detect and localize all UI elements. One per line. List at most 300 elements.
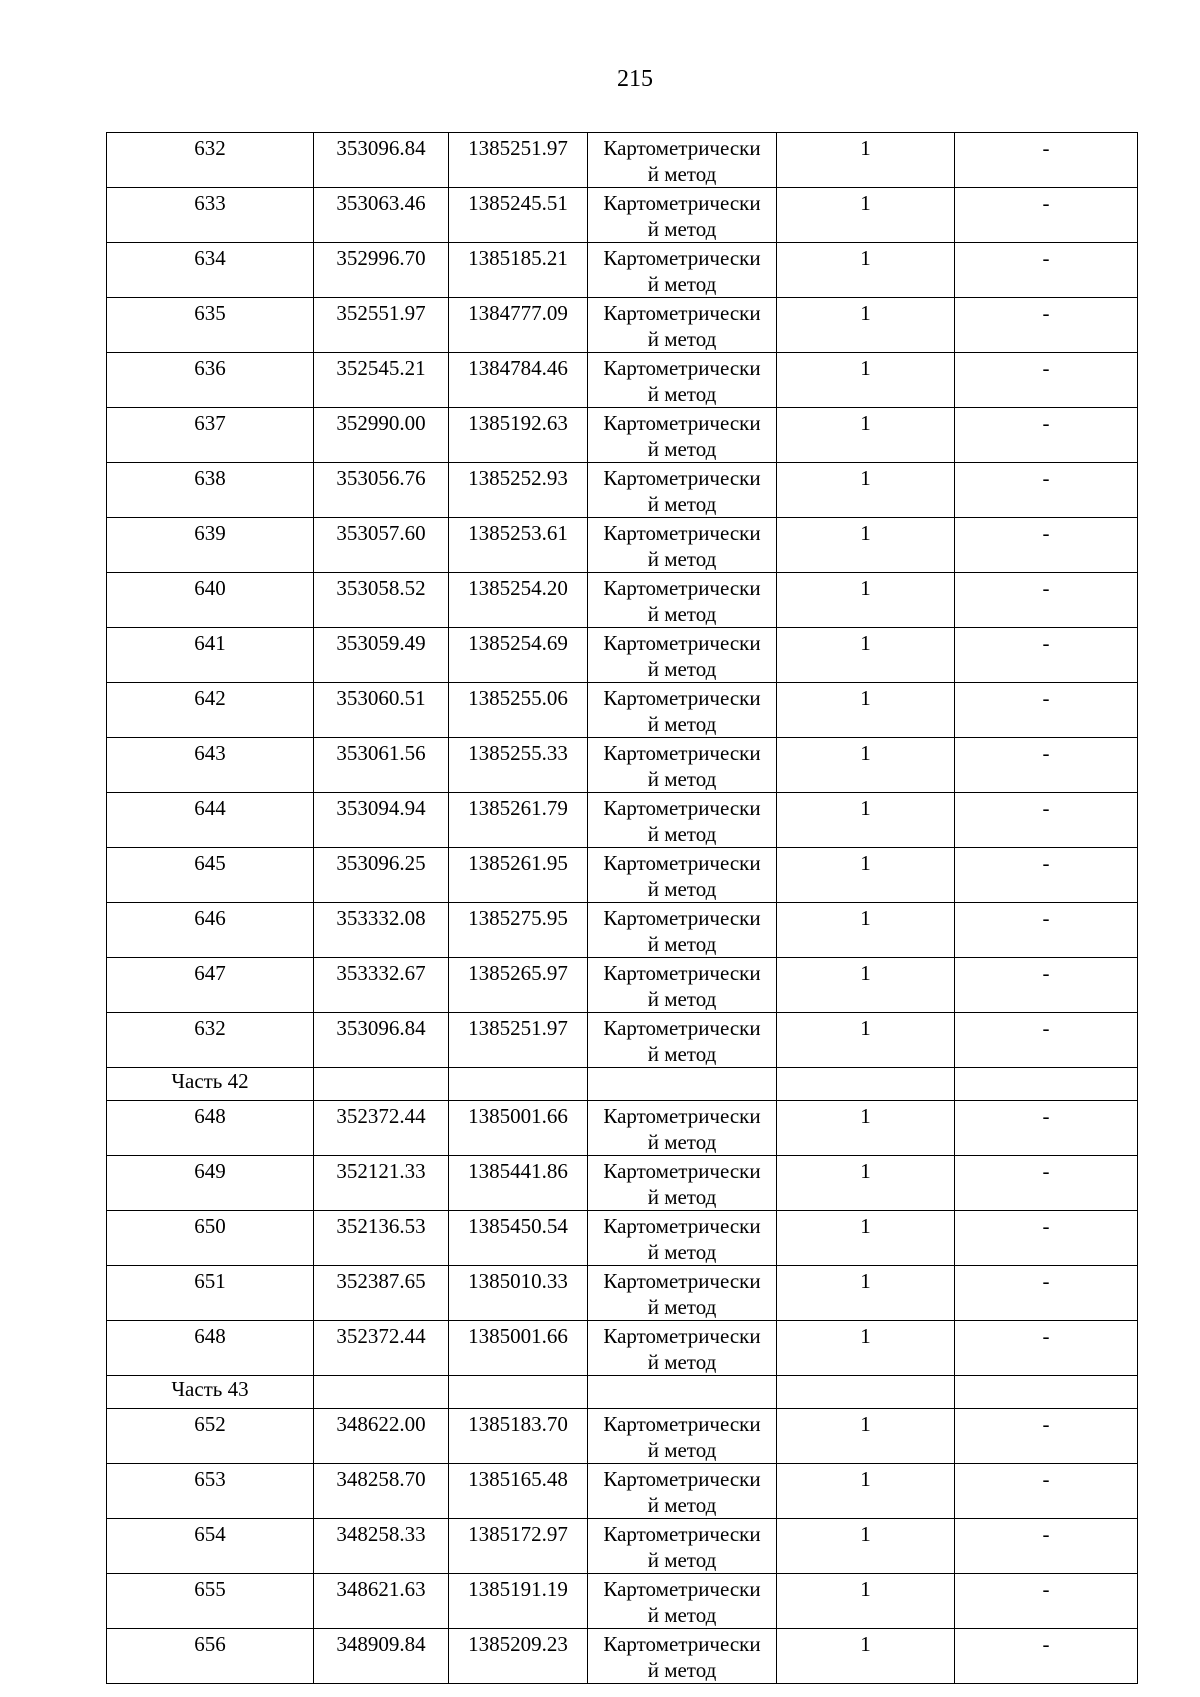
- y-coordinate-cell-text: 1384784.46: [468, 356, 568, 380]
- x-coordinate-cell-text: 353063.46: [336, 191, 426, 215]
- accuracy-cell: [777, 1013, 955, 1068]
- accuracy-cell-text: 1: [860, 301, 871, 325]
- y-coordinate-cell-text: 1385010.33: [468, 1269, 568, 1293]
- table-row: [107, 793, 1138, 848]
- method-cell-text: Картометрически й метод: [603, 851, 761, 901]
- x-coordinate-cell-text: 352990.00: [336, 411, 426, 435]
- note-cell: [955, 1519, 1138, 1574]
- point-number-cell-text: 634: [194, 246, 226, 270]
- method-cell: [588, 573, 777, 628]
- table-row: [107, 738, 1138, 793]
- x-coordinate-cell: [314, 463, 449, 518]
- y-coordinate-cell-text: 1385254.20: [468, 576, 568, 600]
- method-cell: [588, 958, 777, 1013]
- point-number-cell-text: 637: [194, 411, 226, 435]
- accuracy-cell-text: 1: [860, 1104, 871, 1128]
- x-coordinate-cell-text: 352121.33: [336, 1159, 426, 1183]
- y-coordinate-cell: [449, 1013, 588, 1068]
- note-cell-text: -: [1042, 136, 1050, 160]
- note-cell: [955, 628, 1138, 683]
- note-cell-text: -: [1042, 356, 1050, 380]
- accuracy-cell-text: 1: [860, 796, 871, 820]
- empty-cell: [955, 1068, 1138, 1101]
- x-coordinate-cell: [314, 848, 449, 903]
- point-number-cell-text: 636: [194, 356, 226, 380]
- accuracy-cell-text: 1: [860, 631, 871, 655]
- accuracy-cell-text: 1: [860, 1632, 871, 1656]
- x-coordinate-cell-text: 353060.51: [336, 686, 426, 710]
- y-coordinate-cell: [449, 1574, 588, 1629]
- empty-cell: [314, 1068, 449, 1101]
- note-cell-text: -: [1042, 576, 1050, 600]
- x-coordinate-cell-text: 348909.84: [336, 1632, 426, 1656]
- x-coordinate-cell: [314, 1321, 449, 1376]
- table-row: [107, 1266, 1138, 1321]
- y-coordinate-cell-text: 1385252.93: [468, 466, 568, 490]
- accuracy-cell-text: 1: [860, 521, 871, 545]
- method-cell-text: Картометрически й метод: [603, 411, 761, 461]
- method-cell: [588, 1574, 777, 1629]
- method-cell: [588, 353, 777, 408]
- point-number-cell: [107, 958, 314, 1013]
- table-row: [107, 848, 1138, 903]
- accuracy-cell: [777, 1211, 955, 1266]
- point-number-cell-text: 635: [194, 301, 226, 325]
- method-cell: [588, 738, 777, 793]
- note-cell: [955, 1101, 1138, 1156]
- y-coordinate-cell: [449, 848, 588, 903]
- y-coordinate-cell-text: 1385441.86: [468, 1159, 568, 1183]
- y-coordinate-cell: [449, 243, 588, 298]
- x-coordinate-cell-text: 353059.49: [336, 631, 426, 655]
- x-coordinate-cell-text: 348622.00: [336, 1412, 426, 1436]
- x-coordinate-cell-text: 352551.97: [336, 301, 426, 325]
- x-coordinate-cell: [314, 1156, 449, 1211]
- method-cell-text: Картометрически й метод: [603, 136, 761, 186]
- table-row: [107, 1519, 1138, 1574]
- method-cell-text: Картометрически й метод: [603, 521, 761, 571]
- accuracy-cell: [777, 628, 955, 683]
- y-coordinate-cell: [449, 738, 588, 793]
- y-coordinate-cell-text: 1385183.70: [468, 1412, 568, 1436]
- x-coordinate-cell: [314, 793, 449, 848]
- y-coordinate-cell: [449, 133, 588, 188]
- point-number-cell: [107, 518, 314, 573]
- y-coordinate-cell: [449, 408, 588, 463]
- note-cell-text: -: [1042, 741, 1050, 765]
- accuracy-cell-text: 1: [860, 356, 871, 380]
- y-coordinate-cell: [449, 1464, 588, 1519]
- y-coordinate-cell-text: 1385275.95: [468, 906, 568, 930]
- point-number-cell: [107, 1101, 314, 1156]
- accuracy-cell: [777, 1519, 955, 1574]
- accuracy-cell: [777, 793, 955, 848]
- y-coordinate-cell-text: 1385254.69: [468, 631, 568, 655]
- method-cell-text: Картометрически й метод: [603, 906, 761, 956]
- note-cell: [955, 1574, 1138, 1629]
- y-coordinate-cell: [449, 188, 588, 243]
- point-number-cell-text: 632: [194, 136, 226, 160]
- method-cell-text: Картометрически й метод: [603, 301, 761, 351]
- method-cell-text: Картометрически й метод: [603, 1104, 761, 1154]
- table-row: [107, 1013, 1138, 1068]
- table-row: [107, 1211, 1138, 1266]
- x-coordinate-cell-text: 353056.76: [336, 466, 426, 490]
- note-cell: [955, 188, 1138, 243]
- y-coordinate-cell-text: 1385001.66: [468, 1324, 568, 1348]
- part-label: Часть 42: [107, 1068, 314, 1101]
- accuracy-cell: [777, 1574, 955, 1629]
- accuracy-cell-text: 1: [860, 686, 871, 710]
- y-coordinate-cell-text: 1385261.79: [468, 796, 568, 820]
- accuracy-cell-text: 1: [860, 246, 871, 270]
- x-coordinate-cell: [314, 573, 449, 628]
- x-coordinate-cell-text: 348258.70: [336, 1467, 426, 1491]
- accuracy-cell: [777, 463, 955, 518]
- point-number-cell-text: 654: [194, 1522, 226, 1546]
- y-coordinate-cell-text: 1385253.61: [468, 521, 568, 545]
- x-coordinate-cell-text: 353057.60: [336, 521, 426, 545]
- accuracy-cell-text: 1: [860, 906, 871, 930]
- empty-cell: [449, 1376, 588, 1409]
- accuracy-cell-text: 1: [860, 741, 871, 765]
- point-number-cell: [107, 298, 314, 353]
- empty-cell: [314, 1376, 449, 1409]
- x-coordinate-cell: [314, 903, 449, 958]
- x-coordinate-cell: [314, 628, 449, 683]
- note-cell: [955, 848, 1138, 903]
- y-coordinate-cell: [449, 1211, 588, 1266]
- y-coordinate-cell: [449, 903, 588, 958]
- y-coordinate-cell-text: 1385261.95: [468, 851, 568, 875]
- y-coordinate-cell: [449, 1156, 588, 1211]
- point-number-cell-text: 648: [194, 1104, 226, 1128]
- point-number-cell-text: 648: [194, 1324, 226, 1348]
- method-cell: [588, 1321, 777, 1376]
- method-cell-text: Картометрически й метод: [603, 1412, 761, 1462]
- point-number-cell-text: 639: [194, 521, 226, 545]
- y-coordinate-cell-text: 1385265.97: [468, 961, 568, 985]
- note-cell-text: -: [1042, 961, 1050, 985]
- point-number-cell: [107, 133, 314, 188]
- accuracy-cell: [777, 1101, 955, 1156]
- accuracy-cell-text: 1: [860, 1269, 871, 1293]
- note-cell-text: -: [1042, 1324, 1050, 1348]
- table-row: [107, 1409, 1138, 1464]
- x-coordinate-cell: [314, 958, 449, 1013]
- note-cell: [955, 958, 1138, 1013]
- accuracy-cell-text: 1: [860, 1324, 871, 1348]
- x-coordinate-cell-text: 353096.84: [336, 136, 426, 160]
- method-cell: [588, 1464, 777, 1519]
- accuracy-cell-text: 1: [860, 411, 871, 435]
- note-cell: [955, 1266, 1138, 1321]
- x-coordinate-cell-text: 353096.84: [336, 1016, 426, 1040]
- accuracy-cell-text: 1: [860, 191, 871, 215]
- method-cell: [588, 463, 777, 518]
- x-coordinate-cell: [314, 738, 449, 793]
- note-cell-text: -: [1042, 191, 1050, 215]
- note-cell: [955, 518, 1138, 573]
- method-cell: [588, 243, 777, 298]
- note-cell: [955, 683, 1138, 738]
- note-cell: [955, 573, 1138, 628]
- y-coordinate-cell: [449, 573, 588, 628]
- x-coordinate-cell: [314, 298, 449, 353]
- accuracy-cell-text: 1: [860, 576, 871, 600]
- y-coordinate-cell: [449, 1519, 588, 1574]
- note-cell-text: -: [1042, 1104, 1050, 1128]
- accuracy-cell: [777, 298, 955, 353]
- y-coordinate-cell-text: 1385255.33: [468, 741, 568, 765]
- y-coordinate-cell: [449, 1321, 588, 1376]
- note-cell-text: -: [1042, 301, 1050, 325]
- method-cell-text: Картометрически й метод: [603, 741, 761, 791]
- part-label: Часть 43: [107, 1376, 314, 1409]
- note-cell-text: -: [1042, 1159, 1050, 1183]
- method-cell: [588, 683, 777, 738]
- point-number-cell-text: 649: [194, 1159, 226, 1183]
- accuracy-cell: [777, 518, 955, 573]
- accuracy-cell: [777, 1629, 955, 1684]
- x-coordinate-cell: [314, 1211, 449, 1266]
- empty-cell: [777, 1068, 955, 1101]
- method-cell-text: Картометрически й метод: [603, 631, 761, 681]
- point-number-cell: [107, 1409, 314, 1464]
- note-cell-text: -: [1042, 411, 1050, 435]
- note-cell-text: -: [1042, 796, 1050, 820]
- point-number-cell: [107, 903, 314, 958]
- x-coordinate-cell-text: 353332.08: [336, 906, 426, 930]
- accuracy-cell: [777, 353, 955, 408]
- method-cell: [588, 298, 777, 353]
- method-cell: [588, 1211, 777, 1266]
- point-number-cell-text: 632: [194, 1016, 226, 1040]
- method-cell: [588, 1156, 777, 1211]
- point-number-cell: [107, 793, 314, 848]
- method-cell-text: Картометрически й метод: [603, 191, 761, 241]
- x-coordinate-cell: [314, 133, 449, 188]
- point-number-cell-text: 646: [194, 906, 226, 930]
- y-coordinate-cell: [449, 1629, 588, 1684]
- point-number-cell: [107, 1266, 314, 1321]
- point-number-cell: [107, 1156, 314, 1211]
- point-number-cell: [107, 1211, 314, 1266]
- y-coordinate-cell: [449, 793, 588, 848]
- note-cell: [955, 353, 1138, 408]
- coordinates-table-body: [107, 133, 1138, 1684]
- note-cell-text: -: [1042, 1632, 1050, 1656]
- table-row: [107, 1156, 1138, 1211]
- note-cell-text: -: [1042, 1214, 1050, 1238]
- point-number-cell: [107, 408, 314, 463]
- table-row: [107, 1321, 1138, 1376]
- note-cell: [955, 133, 1138, 188]
- point-number-cell-text: 656: [194, 1632, 226, 1656]
- accuracy-cell-text: 1: [860, 136, 871, 160]
- x-coordinate-cell: [314, 188, 449, 243]
- note-cell-text: -: [1042, 1016, 1050, 1040]
- method-cell-text: Картометрически й метод: [603, 961, 761, 1011]
- table-row: [107, 188, 1138, 243]
- y-coordinate-cell-text: 1385209.23: [468, 1632, 568, 1656]
- y-coordinate-cell-text: 1385450.54: [468, 1214, 568, 1238]
- y-coordinate-cell: [449, 298, 588, 353]
- y-coordinate-cell-text: 1385245.51: [468, 191, 568, 215]
- point-number-cell: [107, 243, 314, 298]
- x-coordinate-cell-text: 352996.70: [336, 246, 426, 270]
- method-cell: [588, 1013, 777, 1068]
- y-coordinate-cell-text: 1385165.48: [468, 1467, 568, 1491]
- x-coordinate-cell: [314, 1013, 449, 1068]
- point-number-cell: [107, 1013, 314, 1068]
- note-cell: [955, 298, 1138, 353]
- point-number-cell-text: 643: [194, 741, 226, 765]
- method-cell-text: Картометрически й метод: [603, 1577, 761, 1627]
- point-number-cell-text: 641: [194, 631, 226, 655]
- y-coordinate-cell: [449, 683, 588, 738]
- x-coordinate-cell: [314, 353, 449, 408]
- point-number-cell-text: 642: [194, 686, 226, 710]
- accuracy-cell: [777, 683, 955, 738]
- x-coordinate-cell: [314, 1101, 449, 1156]
- method-cell: [588, 793, 777, 848]
- accuracy-cell-text: 1: [860, 1016, 871, 1040]
- part-header-row: [107, 1376, 1138, 1409]
- method-cell: [588, 518, 777, 573]
- accuracy-cell: [777, 1156, 955, 1211]
- method-cell-text: Картометрически й метод: [603, 1159, 761, 1209]
- accuracy-cell-text: 1: [860, 1214, 871, 1238]
- method-cell-text: Картометрически й метод: [603, 1016, 761, 1066]
- note-cell-text: -: [1042, 851, 1050, 875]
- empty-cell: [588, 1068, 777, 1101]
- accuracy-cell: [777, 738, 955, 793]
- table-row: [107, 683, 1138, 738]
- note-cell: [955, 1321, 1138, 1376]
- accuracy-cell: [777, 573, 955, 628]
- note-cell-text: -: [1042, 1577, 1050, 1601]
- note-cell: [955, 1629, 1138, 1684]
- table-row: [107, 133, 1138, 188]
- note-cell-text: -: [1042, 1269, 1050, 1293]
- note-cell: [955, 408, 1138, 463]
- y-coordinate-cell: [449, 1409, 588, 1464]
- table-row: [107, 958, 1138, 1013]
- note-cell-text: -: [1042, 466, 1050, 490]
- method-cell: [588, 903, 777, 958]
- note-cell-text: -: [1042, 246, 1050, 270]
- x-coordinate-cell-text: 348258.33: [336, 1522, 426, 1546]
- x-coordinate-cell-text: 352372.44: [336, 1104, 426, 1128]
- point-number-cell: [107, 628, 314, 683]
- table-row: [107, 1101, 1138, 1156]
- x-coordinate-cell-text: 352387.65: [336, 1269, 426, 1293]
- empty-cell: [955, 1376, 1138, 1409]
- method-cell-text: Картометрически й метод: [603, 576, 761, 626]
- method-cell-text: Картометрически й метод: [603, 1467, 761, 1517]
- point-number-cell: [107, 1321, 314, 1376]
- y-coordinate-cell-text: 1385251.97: [468, 136, 568, 160]
- accuracy-cell-text: 1: [860, 1412, 871, 1436]
- table-row: [107, 1574, 1138, 1629]
- point-number-cell: [107, 353, 314, 408]
- x-coordinate-cell: [314, 518, 449, 573]
- note-cell: [955, 1156, 1138, 1211]
- y-coordinate-cell-text: 1385251.97: [468, 1016, 568, 1040]
- point-number-cell: [107, 848, 314, 903]
- point-number-cell-text: 644: [194, 796, 226, 820]
- point-number-cell-text: 647: [194, 961, 226, 985]
- accuracy-cell: [777, 133, 955, 188]
- method-cell-text: Картометрически й метод: [603, 356, 761, 406]
- method-cell-text: Картометрически й метод: [603, 1214, 761, 1264]
- table-row: [107, 243, 1138, 298]
- point-number-cell-text: 650: [194, 1214, 226, 1238]
- part-header-row: [107, 1068, 1138, 1101]
- x-coordinate-cell: [314, 1409, 449, 1464]
- method-cell-text: Картометрически й метод: [603, 1324, 761, 1374]
- method-cell: [588, 1409, 777, 1464]
- point-number-cell-text: 645: [194, 851, 226, 875]
- method-cell-text: Картометрически й метод: [603, 796, 761, 846]
- x-coordinate-cell: [314, 1629, 449, 1684]
- accuracy-cell: [777, 848, 955, 903]
- page-number: 215: [617, 66, 653, 92]
- accuracy-cell: [777, 1464, 955, 1519]
- x-coordinate-cell: [314, 243, 449, 298]
- table-row: [107, 298, 1138, 353]
- note-cell-text: -: [1042, 1412, 1050, 1436]
- point-number-cell: [107, 1629, 314, 1684]
- method-cell: [588, 848, 777, 903]
- table-row: [107, 1464, 1138, 1519]
- accuracy-cell: [777, 958, 955, 1013]
- accuracy-cell: [777, 188, 955, 243]
- accuracy-cell: [777, 408, 955, 463]
- empty-cell: [449, 1068, 588, 1101]
- method-cell: [588, 188, 777, 243]
- table-row: [107, 463, 1138, 518]
- point-number-cell-text: 655: [194, 1577, 226, 1601]
- point-number-cell: [107, 573, 314, 628]
- accuracy-cell-text: 1: [860, 851, 871, 875]
- y-coordinate-cell: [449, 353, 588, 408]
- point-number-cell: [107, 188, 314, 243]
- y-coordinate-cell-text: 1385001.66: [468, 1104, 568, 1128]
- y-coordinate-cell: [449, 518, 588, 573]
- coordinates-table: [106, 132, 1138, 1684]
- accuracy-cell-text: 1: [860, 961, 871, 985]
- x-coordinate-cell-text: 353061.56: [336, 741, 426, 765]
- empty-cell: [777, 1376, 955, 1409]
- method-cell: [588, 1519, 777, 1574]
- y-coordinate-cell-text: 1385185.21: [468, 246, 568, 270]
- note-cell: [955, 1464, 1138, 1519]
- x-coordinate-cell-text: 352372.44: [336, 1324, 426, 1348]
- table-row: [107, 518, 1138, 573]
- y-coordinate-cell-text: 1384777.09: [468, 301, 568, 325]
- method-cell: [588, 628, 777, 683]
- method-cell: [588, 133, 777, 188]
- empty-cell: [588, 1376, 777, 1409]
- method-cell: [588, 1266, 777, 1321]
- note-cell: [955, 1409, 1138, 1464]
- y-coordinate-cell-text: 1385255.06: [468, 686, 568, 710]
- x-coordinate-cell-text: 352545.21: [336, 356, 426, 380]
- x-coordinate-cell: [314, 1464, 449, 1519]
- method-cell-text: Картометрически й метод: [603, 1522, 761, 1572]
